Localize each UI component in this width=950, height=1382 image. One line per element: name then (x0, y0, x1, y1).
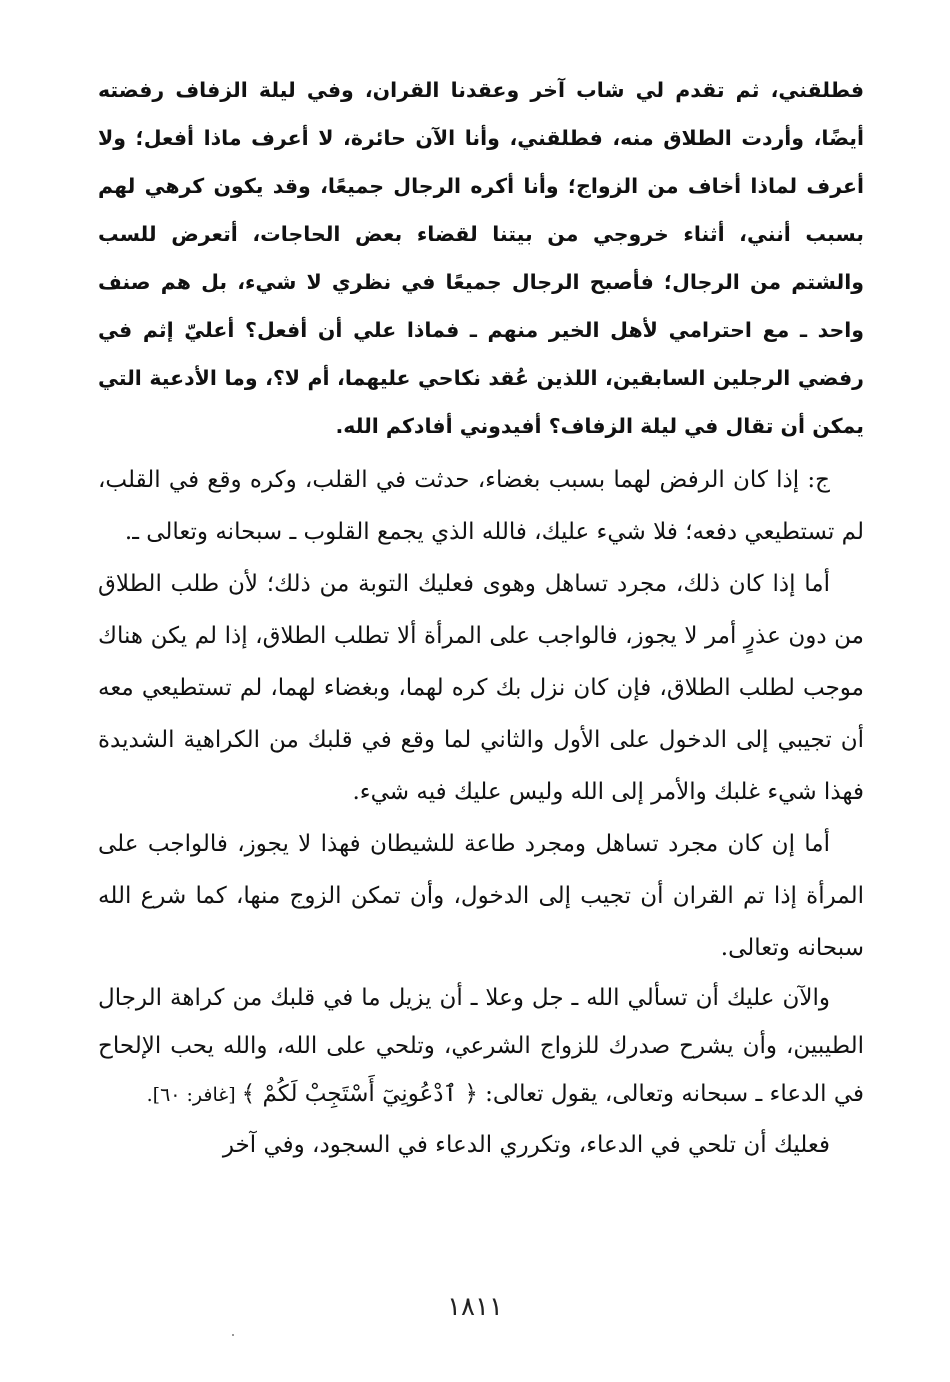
verse-paragraph (98, 974, 864, 1119)
answer-paragraph-2: أما إذا كان ذلك، مجرد تساهل وهوى فعليك التوبة من ذلك؛ لأن طلب الطلاق من دون عذرٍ أمر لا يجوز، فالواجب على المرأة ألا تطلب الطلاق، إذا لم يكن هناك موجب لطلب الطلاق، فإن كان نزل بك كره لهما، وبغضاء لهما، لم تستطيعي معه أن تجيبي إلى الدخول على الأول والثاني لما وقع في قلبك من الكراهية الشديدة فهذا شيء غلبك والأمر إلى الله وليس عليك فيه شيء. (98, 571, 864, 805)
verse-reference: [غافر: ٦٠]. (146, 1084, 242, 1106)
page-body (98, 66, 864, 1171)
answer-paragraph-1: ج: إذا كان الرفض لهما بسبب بغضاء، حدثت في القلب، وكره وقع في القلب، لم تستطيعي دفعه؛ فلا شيء عليك، فالله الذي يجمع القلوب ـ سبحانه وتعالى ـ. (98, 467, 864, 545)
final-paragraph: فعليك أن تلحي في الدعاء، وتكرري الدعاء في السجود، وفي آخر (222, 1132, 830, 1158)
question-text: فطلقني، ثم تقدم لي شاب آخر وعقدنا القران، وفي ليلة الزفاف رفضته أيضًا، وأردت الطلاق منه، فطلقني، وأنا الآن حائرة، لا أعرف ماذا أفعل؛ ولا أعرف لماذا أخاف من الزواج؛ وأنا أكره الرجال جميعًا، وقد يكون كرهي لهم بسبب أنني، أثناء خروجي من بيتنا لقضاء بعض الحاجات، أتعرض للسب والشتم من الرجال؛ فأصبح الرجال جميعًا في نظري لا شيء، بل هم صنف واحد ـ مع احترامي لأهل الخير منهم ـ فماذا علي أن أفعل؟ أعليّ إثم في رفضي الرجلين السابقين، اللذين عُقد نكاحي عليهما، أم لا؟، وما الأدعية التي يمكن أن تقال في ليلة الزفاف؟ أفيدوني أفادكم الله. (98, 78, 864, 438)
page-number: ١٨١١ (447, 1292, 503, 1322)
quran-verse: ﴿ ٱدْعُونِيٓ أَسْتَجِبْ لَكُمْ ﴾ (241, 1081, 478, 1107)
verse-paragraph-text: والآن عليك أن تسألي الله ـ جل وعلا ـ أن يزيل ما في قلبك من كراهة الرجال الطيبين، وأن يشرح صدرك للزواج الشرعي، وتلحي على الله، والله يحب الإلحاح في الدعاء ـ سبحانه وتعالى، يقول تعالى: (98, 985, 864, 1107)
answer-paragraph-3: أما إن كان مجرد تساهل ومجرد طاعة للشيطان فهذا لا يجوز، فالواجب على المرأة إذا تم القران أن تجيب إلى الدخول، وأن تمكن الزوج منها، كما شرع الله سبحانه وتعالى. (98, 831, 864, 961)
scan-speck (232, 1334, 234, 1336)
